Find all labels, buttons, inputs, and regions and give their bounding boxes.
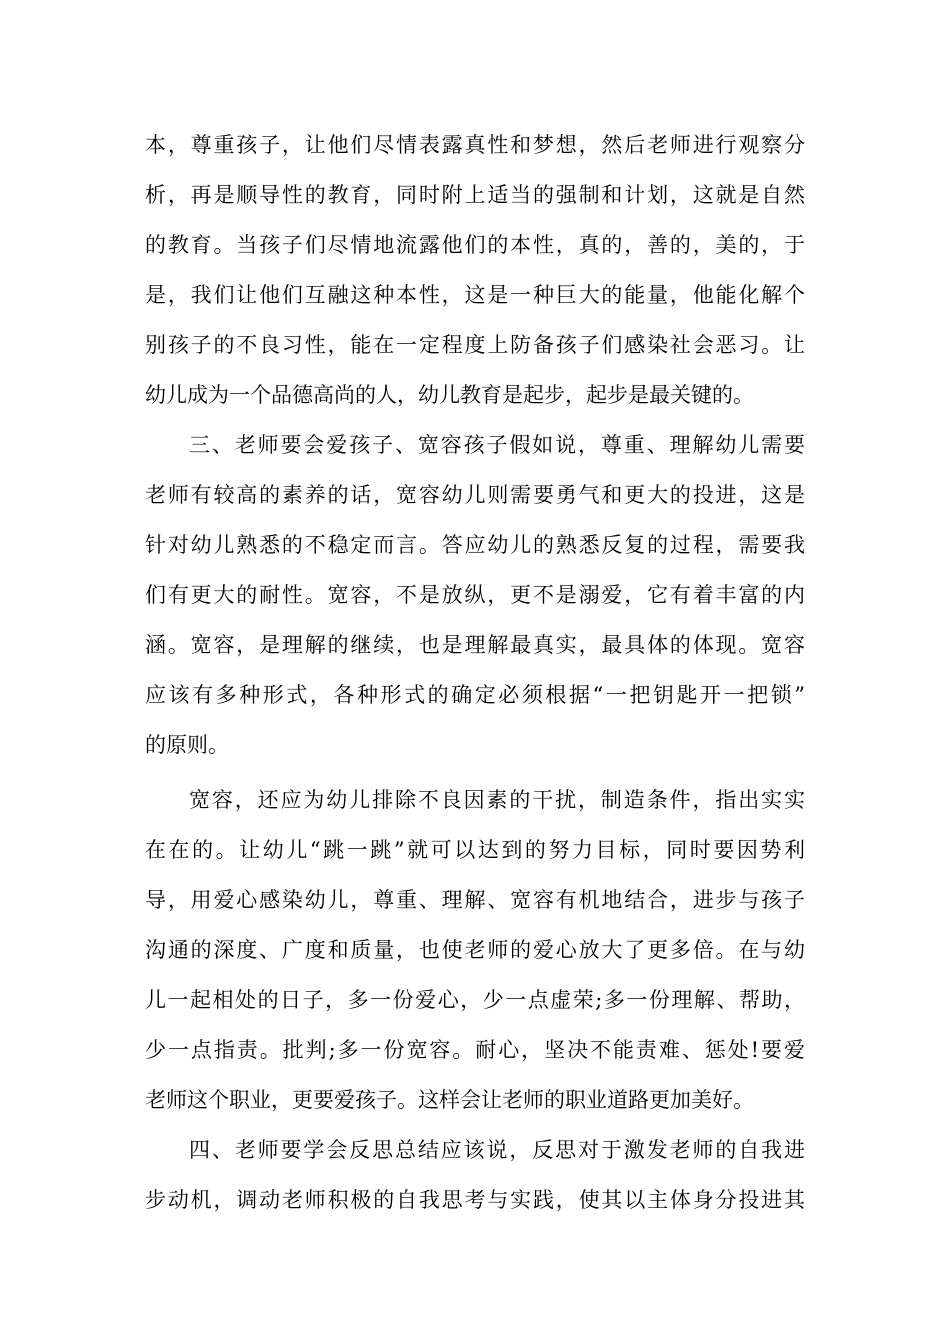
text-line: 儿一起相处的日子，多一份爱心，少一点虚荣;多一份理解、帮助， <box>145 988 805 1012</box>
text-line: 析，再是顺导性的教育，同时附上适当的强制和计划，这就是自然 <box>145 183 805 207</box>
text-line: 在在的。让幼儿“跳一跳”就可以达到的努力目标，同时要因势利 <box>145 838 805 862</box>
text-line: 幼儿成为一个品德高尚的人，幼儿教育是起步，起步是最关键的。 <box>145 383 754 407</box>
text-line: 别孩子的不良习性，能在一定程度上防备孩子们感染社会恶习。让 <box>145 333 805 357</box>
text-line: 老师有较高的素养的话，宽容幼儿则需要勇气和更大的投进，这是 <box>145 483 805 507</box>
text-line: 导，用爱心感染幼儿，尊重、理解、宽容有机地结合，进步与孩子 <box>145 888 805 912</box>
text-line: 们有更大的耐性。宽容，不是放纵，更不是溺爱，它有着丰富的内 <box>145 583 805 607</box>
text-line: 老师这个职业，更要爱孩子。这样会让老师的职业道路更加美好。 <box>145 1088 754 1112</box>
paragraph-1 <box>145 120 805 420</box>
text-line: 沟通的深度、广度和质量，也使老师的爱心放大了更多倍。在与幼 <box>145 938 805 962</box>
text-line: 应该有多种形式，各种形式的确定必须根据“一把钥匙开一把锁” <box>145 683 805 707</box>
paragraph-3 <box>145 775 805 1125</box>
text-line: 针对幼儿熟悉的不稳定而言。答应幼儿的熟悉反复的过程，需要我 <box>145 533 805 557</box>
text-line: 是，我们让他们互融这种本性，这是一种巨大的能量，他能化解个 <box>145 283 805 307</box>
paragraph-4 <box>145 1125 805 1225</box>
text-line: 本，尊重孩子，让他们尽情表露真性和梦想，然后老师进行观察分 <box>145 133 805 157</box>
document-body <box>145 120 805 1225</box>
text-line: 三、老师要会爱孩子、宽容孩子假如说，尊重、理解幼儿需要 <box>189 433 805 457</box>
text-line: 少一点指责。批判;多一份宽容。耐心，坚决不能责难、惩处!要爱 <box>145 1038 805 1062</box>
text-line: 步动机，调动老师积极的自我思考与实践，使其以主体身分投进其 <box>145 1188 805 1212</box>
text-line: 宽容，还应为幼儿排除不良因素的干扰，制造条件，指出实实 <box>189 788 805 812</box>
paragraph-2 <box>145 420 805 770</box>
text-line: 涵。宽容，是理解的继续，也是理解最真实，最具体的体现。宽容 <box>145 633 805 657</box>
text-line: 的原则。 <box>145 733 229 757</box>
text-line: 四、老师要学会反思总结应该说，反思对于激发老师的自我进 <box>189 1138 805 1162</box>
text-line: 的教育。当孩子们尽情地流露他们的本性，真的，善的，美的，于 <box>145 233 805 257</box>
